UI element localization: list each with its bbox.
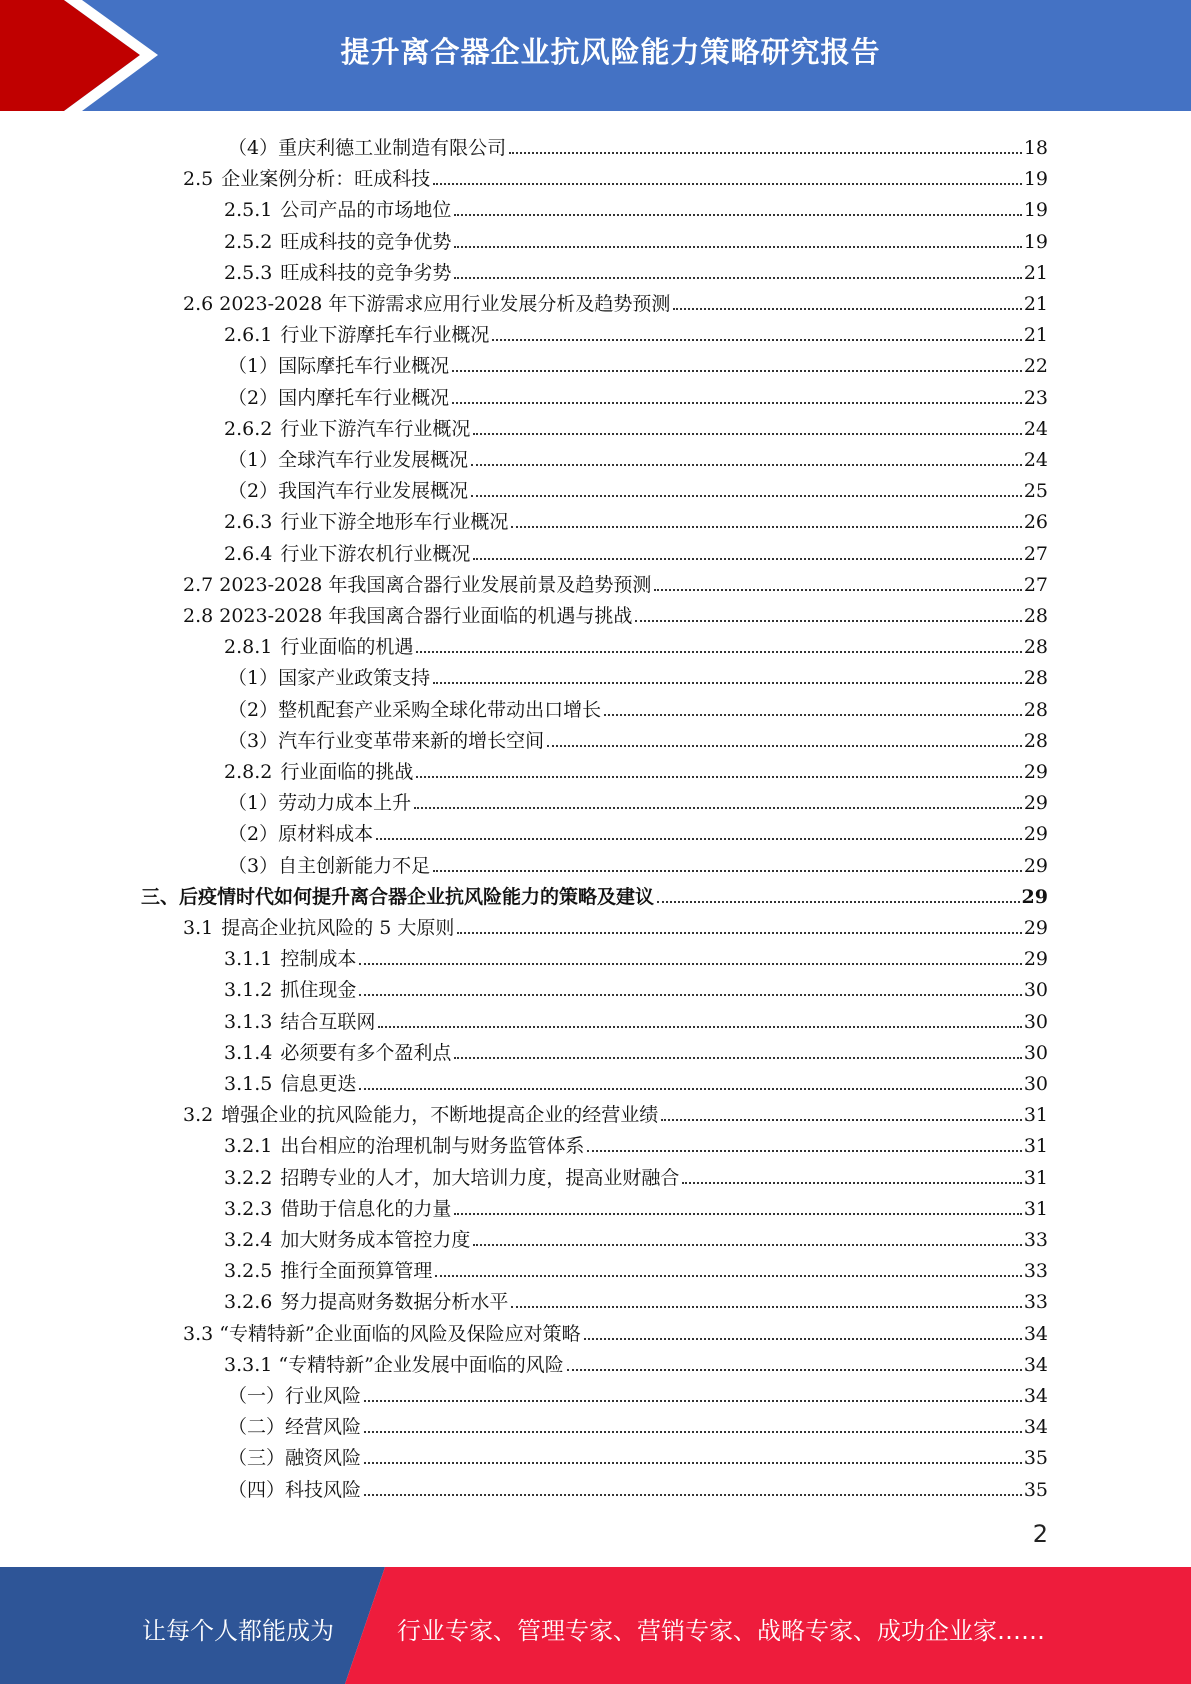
toc-entry[interactable] [224, 1251, 1048, 1282]
toc-dot-leader [364, 1431, 1022, 1433]
toc-entry[interactable] [224, 1282, 1048, 1313]
toc-entry-page: 24 [1023, 417, 1048, 440]
page-header [0, 0, 1191, 111]
toc-dot-leader [452, 370, 1022, 372]
toc-entry-title: 企业案例分析：旺成科技 [221, 168, 431, 191]
toc-entry[interactable] [228, 846, 1048, 877]
toc-entry-number: 3.1.2 [224, 979, 273, 1002]
toc-entry-page: 34 [1023, 1353, 1048, 1376]
toc-entry-title: 3.3 “专精特新”企业面临的风险及保险应对策略 [183, 1322, 581, 1345]
toc-dot-leader [452, 402, 1022, 404]
toc-entry[interactable] [183, 284, 1048, 315]
toc-entry[interactable] [228, 1407, 1048, 1438]
toc-entry-title: 借助于信息化的力量 [280, 1197, 452, 1220]
toc-entry[interactable] [228, 658, 1048, 689]
toc-entry-title: 2.7 2023-2028 年我国离合器行业发展前景及趋势预测 [183, 573, 652, 596]
toc-entry-title: （1）国家产业政策支持 [228, 667, 431, 690]
toc-dot-leader [416, 776, 1021, 778]
toc-entry-title: （一）行业风险 [228, 1385, 362, 1407]
toc-dot-leader [547, 745, 1022, 747]
toc-entry-page: 21 [1023, 293, 1048, 315]
toc-entry-title: 2.6 2023-2028 年下游需求应用行业发展分析及趋势预测 [183, 293, 671, 315]
toc-entry-page: 28 [1023, 698, 1048, 721]
toc-entry[interactable] [228, 378, 1048, 409]
toc-entry[interactable] [224, 1033, 1048, 1064]
toc-entry-number: 3.2.1 [224, 1135, 273, 1158]
toc-entry[interactable] [224, 315, 1048, 346]
toc-entry-page: 35 [1023, 1447, 1048, 1470]
toc-entry[interactable] [224, 1002, 1048, 1033]
toc-dot-leader [359, 1088, 1021, 1090]
toc-entry-page: 18 [1023, 137, 1048, 159]
toc-entry-title: 努力提高财务数据分析水平 [280, 1291, 509, 1314]
toc-entry[interactable] [183, 908, 1048, 939]
toc-entry-number: 3.2.5 [224, 1260, 273, 1283]
toc-entry-number: 2.5.1 [224, 199, 273, 222]
toc-dot-leader [471, 495, 1022, 497]
toc-entry[interactable] [228, 721, 1048, 752]
toc-entry-number: 3.2.3 [224, 1197, 273, 1220]
toc-entry[interactable] [141, 877, 1048, 908]
toc-entry[interactable] [224, 1189, 1048, 1220]
toc-entry-page: 35 [1023, 1478, 1048, 1501]
footer-slogan-left: 让每个人都能成为 [142, 1617, 334, 1645]
toc-entry-page: 29 [1023, 761, 1048, 783]
toc-entry-title: （1）劳动力成本上升 [228, 792, 412, 815]
toc-entry-number: 2.8.2 [224, 761, 273, 783]
toc-entry-number: 2.6.2 [224, 417, 273, 440]
toc-entry-title: 增强企业的抗风险能力，不断地提高企业的经营业绩 [221, 1104, 659, 1127]
toc-dot-leader [473, 1244, 1021, 1246]
toc-entry-title: （3）自主创新能力不足 [228, 854, 431, 877]
toc-entry-title: 控制成本 [280, 948, 357, 971]
toc-entry-page: 30 [1023, 1073, 1048, 1095]
toc-dot-leader [378, 1026, 1021, 1028]
toc-entry-title: 招聘专业的人才，加大培训力度，提高业财融合 [280, 1166, 680, 1189]
toc-dot-leader [473, 433, 1021, 435]
toc-entry[interactable] [228, 1470, 1048, 1501]
toc-entry-number: 2.5 [183, 168, 214, 191]
toc-dot-leader [657, 901, 1020, 903]
toc-entry-page: 23 [1023, 386, 1048, 409]
toc-entry-number: 2.5.2 [224, 230, 273, 253]
toc-dot-leader [454, 277, 1021, 279]
toc-entry[interactable] [224, 1126, 1048, 1157]
toc-dot-leader [454, 1213, 1021, 1215]
toc-dot-leader [473, 558, 1021, 560]
footer-slogan-right: 行业专家、管理专家、营销专家、战略专家、成功企业家…… [397, 1617, 1045, 1645]
toc-dot-leader [661, 1119, 1022, 1121]
toc-entry-page: 30 [1023, 1041, 1048, 1064]
toc-dot-leader [433, 183, 1022, 185]
page-number: 2 [1032, 1520, 1048, 1548]
toc-entry-page: 28 [1023, 636, 1048, 659]
toc-entry-title: （1）国际摩托车行业概况 [228, 355, 450, 378]
toc-entry-number: 3.1.5 [224, 1073, 273, 1095]
toc-dot-leader [433, 682, 1022, 684]
toc-entry-title: （3）汽车行业变革带来新的增长空间 [228, 729, 545, 752]
toc-entry-title: 结合互联网 [280, 1010, 376, 1033]
toc-entry-page: 33 [1023, 1229, 1048, 1251]
toc-entry-title: 三、后疫情时代如何提升离合器企业抗风险能力的策略及建议 [141, 885, 655, 908]
toc-dot-leader [635, 620, 1021, 622]
toc-entry[interactable] [224, 1345, 1048, 1376]
toc-entry[interactable] [228, 1376, 1048, 1407]
toc-dot-leader [416, 651, 1021, 653]
toc-entry-number: 2.8.1 [224, 636, 273, 659]
toc-entry[interactable] [183, 565, 1048, 596]
toc-dot-leader [509, 152, 1022, 154]
toc-dot-leader [364, 1494, 1022, 1496]
toc-dot-leader [587, 1150, 1021, 1152]
toc-dot-leader [584, 1338, 1022, 1340]
toc-entry[interactable] [224, 409, 1048, 440]
toc-entry[interactable] [224, 939, 1048, 970]
toc-entry-page: 29 [1023, 792, 1048, 815]
toc-dot-leader [654, 589, 1021, 591]
toc-dot-leader [364, 1400, 1022, 1402]
toc-entry-page: 33 [1023, 1291, 1048, 1314]
toc-entry-page: 29 [1023, 948, 1048, 971]
toc-entry[interactable] [183, 596, 1048, 627]
toc-entry-number: 3.1.1 [224, 948, 273, 971]
toc-entry-title: 行业下游全地形车行业概况 [280, 511, 509, 534]
toc-dot-leader [364, 1462, 1022, 1464]
toc-entry[interactable] [183, 159, 1048, 190]
toc-entry-number: 3.1.4 [224, 1041, 273, 1064]
toc-entry-page: 34 [1023, 1416, 1048, 1439]
toc-entry-page: 28 [1023, 667, 1048, 690]
toc-entry-title: 行业下游汽车行业概况 [280, 417, 471, 440]
toc-dot-leader [604, 714, 1022, 716]
toc-entry-page: 31 [1023, 1135, 1048, 1158]
toc-entry-title: 信息更迭 [280, 1073, 357, 1095]
toc-entry-title: （2）原材料成本 [228, 823, 374, 846]
toc-entry-number: 3.1.3 [224, 1010, 273, 1033]
toc-entry[interactable] [224, 752, 1048, 783]
toc-entry-page: 31 [1023, 1104, 1048, 1127]
toc-entry-title: （四）科技风险 [228, 1478, 362, 1501]
toc-entry-page: 29 [1023, 823, 1048, 846]
toc-entry-title: 抓住现金 [280, 979, 357, 1002]
toc-entry-number: 3.2.2 [224, 1166, 273, 1189]
toc-entry-title: 3.3.1 “专精特新”企业发展中面临的风险 [224, 1353, 564, 1376]
toc-entry[interactable] [228, 814, 1048, 845]
toc-entry-number: 3.1 [183, 917, 214, 939]
toc-entry-number: 2.5.3 [224, 261, 273, 284]
toc-entry-title: （2）我国汽车行业发展概况 [228, 480, 469, 503]
toc-entry-page: 29 [1023, 854, 1048, 877]
toc-entry-title: 提高企业抗风险的 5 大原则 [221, 917, 455, 939]
toc-entry-page: 28 [1023, 605, 1048, 627]
toc-entry-page: 34 [1023, 1385, 1048, 1407]
toc-dot-leader [376, 838, 1022, 840]
toc-entry[interactable] [224, 1220, 1048, 1251]
toc-entry[interactable] [183, 1095, 1048, 1126]
toc-entry[interactable] [224, 190, 1048, 221]
toc-dot-leader [492, 339, 1021, 341]
toc-entry-title: 旺成科技的竞争优势 [280, 230, 452, 253]
toc-entry-page: 29 [1023, 917, 1048, 939]
toc-entry-page: 21 [1023, 324, 1048, 347]
toc-dot-leader [454, 214, 1021, 216]
toc-entry-page: 19 [1023, 230, 1048, 253]
toc-entry-page: 27 [1023, 542, 1048, 565]
toc-entry-title: （1）全球汽车行业发展概况 [228, 449, 469, 471]
toc-entry-page: 21 [1023, 261, 1048, 284]
toc-dot-leader [682, 1182, 1021, 1184]
toc-dot-leader [511, 1306, 1021, 1308]
toc-dot-leader [414, 807, 1022, 809]
toc-entry-page: 28 [1023, 729, 1048, 752]
toc-entry-number: 2.6.3 [224, 511, 273, 534]
toc-entry-title: 加大财务成本管控力度 [280, 1229, 471, 1251]
toc-entry[interactable] [224, 534, 1048, 565]
toc-entry[interactable] [224, 502, 1048, 533]
toc-entry-page: 31 [1023, 1197, 1048, 1220]
toc-entry-page: 34 [1023, 1322, 1048, 1345]
toc-entry-title: 行业面临的挑战 [280, 761, 414, 783]
toc-entry-page: 31 [1023, 1166, 1048, 1189]
toc-entry-title: 2.8 2023-2028 年我国离合器行业面临的机遇与挑战 [183, 605, 633, 627]
toc-entry-number: 2.6.1 [224, 324, 273, 347]
toc-entry-number: 3.2 [183, 1104, 214, 1127]
toc-entry-title: 公司产品的市场地位 [280, 199, 452, 222]
toc-entry-page: 19 [1023, 199, 1048, 222]
toc-entry-title: 行业面临的机遇 [280, 636, 414, 659]
toc-entry[interactable] [224, 222, 1048, 253]
toc-dot-leader [433, 870, 1022, 872]
toc-entry-page: 25 [1023, 480, 1048, 503]
toc-entry-title: 出台相应的治理机制与财务监管体系 [280, 1135, 585, 1158]
toc-entry-title: 旺成科技的竞争劣势 [280, 261, 452, 284]
toc-entry[interactable] [224, 253, 1048, 284]
toc-entry[interactable] [224, 970, 1048, 1001]
toc-dot-leader [457, 932, 1021, 934]
toc-entry-title: 行业下游摩托车行业概况 [280, 324, 490, 347]
toc-entry-page: 30 [1023, 979, 1048, 1002]
toc-entry-number: 2.6.4 [224, 542, 273, 565]
toc-entry[interactable] [228, 783, 1048, 814]
toc-entry[interactable] [183, 1314, 1048, 1345]
toc-entry-title: （2）国内摩托车行业概况 [228, 386, 450, 409]
toc-entry[interactable] [224, 1064, 1048, 1095]
toc-dot-leader [567, 1369, 1022, 1371]
toc-entry-page: 19 [1023, 168, 1048, 191]
toc-entry-number: 3.2.4 [224, 1229, 273, 1251]
toc-entry[interactable] [228, 690, 1048, 721]
toc-dot-leader [359, 994, 1021, 996]
toc-entry[interactable] [228, 128, 1048, 159]
toc-dot-leader [511, 526, 1021, 528]
toc-entry-page: 33 [1023, 1260, 1048, 1283]
toc-entry[interactable] [228, 1438, 1048, 1469]
toc-entry-title: （4）重庆利德工业制造有限公司 [228, 137, 507, 159]
toc-dot-leader [435, 1275, 1021, 1277]
toc-entry[interactable] [224, 1158, 1048, 1189]
toc-dot-leader [471, 464, 1022, 466]
toc-entry-title: （三）融资风险 [228, 1447, 362, 1470]
toc-entry-title: （二）经营风险 [228, 1416, 362, 1439]
page-footer [0, 1567, 1191, 1684]
toc-entry-title: 推行全面预算管理 [280, 1260, 433, 1283]
toc-dot-leader [454, 1057, 1021, 1059]
toc-entry[interactable] [228, 471, 1048, 502]
toc-entry-page: 22 [1023, 355, 1048, 378]
toc-entry-page: 27 [1023, 573, 1048, 596]
toc-entry-title: 必须要有多个盈利点 [280, 1041, 452, 1064]
toc-dot-leader [673, 308, 1021, 310]
toc-entry-number: 3.2.6 [224, 1291, 273, 1314]
toc-entry-page: 29 [1021, 885, 1048, 908]
toc-entry[interactable] [224, 627, 1048, 658]
toc-entry-title: （2）整机配套产业采购全球化带动出口增长 [228, 698, 602, 721]
toc-dot-leader [359, 963, 1021, 965]
toc-entry[interactable] [228, 440, 1048, 471]
toc-entry-page: 26 [1023, 511, 1048, 534]
toc-entry-page: 30 [1023, 1010, 1048, 1033]
toc-entry-title: 行业下游农机行业概况 [280, 542, 471, 565]
toc-entry[interactable] [228, 346, 1048, 377]
report-title: 提升离合器企业抗风险能力策略研究报告 [340, 35, 881, 69]
toc-dot-leader [454, 246, 1021, 248]
toc-entry-page: 24 [1023, 449, 1048, 471]
